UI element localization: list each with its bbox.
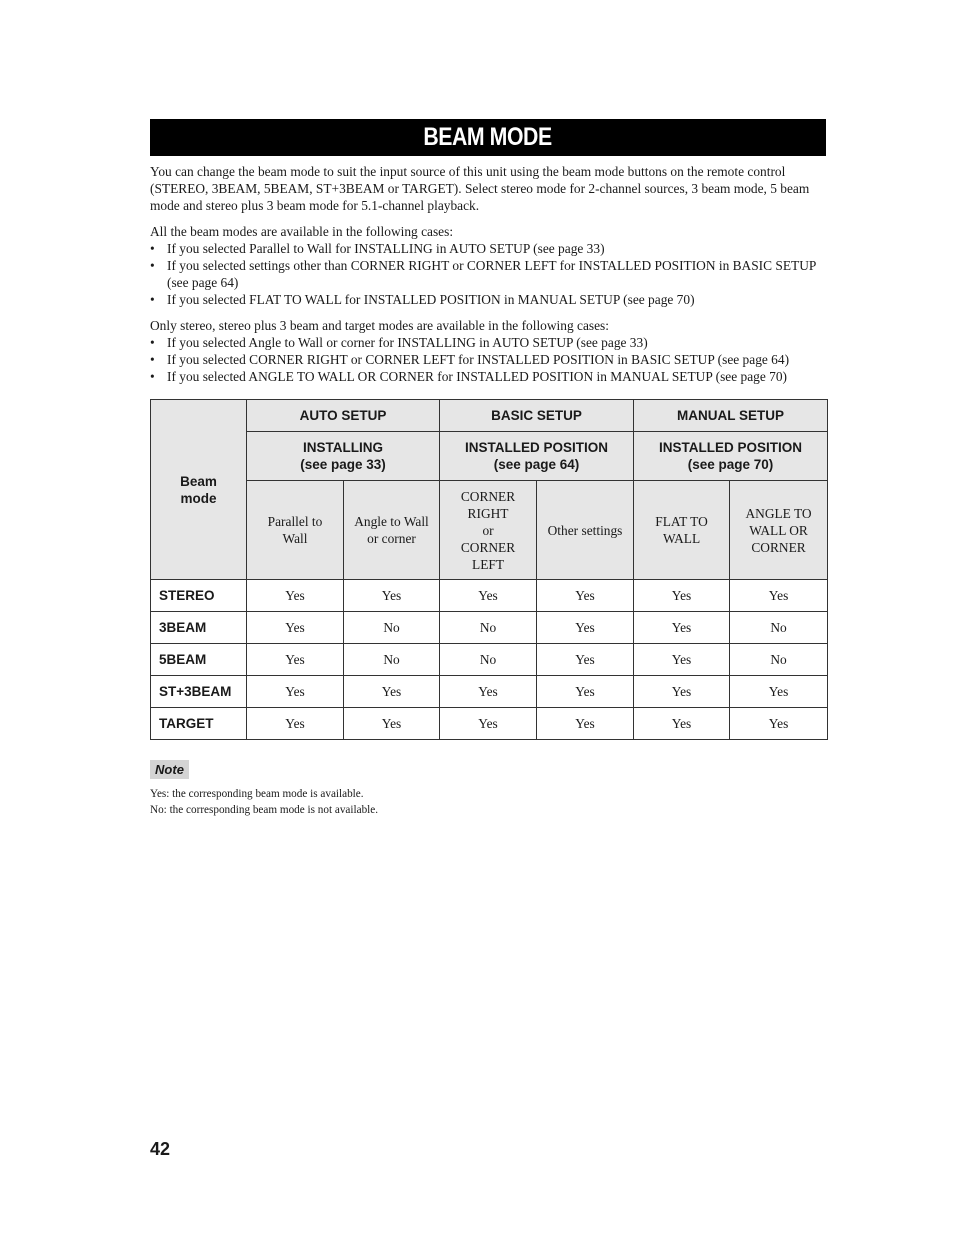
subgroup-line: (see page 64) — [493, 457, 580, 472]
table-cell: Yes — [634, 676, 730, 708]
table-cell: Yes — [537, 612, 634, 644]
table-cell: Yes — [247, 676, 344, 708]
page-title-text: BEAM MODE — [423, 123, 553, 151]
table-cell: Yes — [730, 580, 828, 612]
subgroup-header — [247, 432, 440, 481]
table-cell: Yes — [247, 580, 344, 612]
corner-label-line: mode — [180, 490, 217, 506]
table-cell: Yes — [634, 580, 730, 612]
beam-mode-table — [150, 399, 828, 740]
table-cell: No — [730, 644, 828, 676]
note-text — [150, 786, 378, 818]
body-text — [150, 163, 826, 394]
option-line: ANGLE TO — [745, 505, 812, 521]
option-line: FLAT TO — [655, 514, 708, 529]
table-row — [151, 580, 828, 612]
group-header-basic-setup: BASIC SETUP — [440, 400, 634, 432]
option-line: WALL OR — [749, 522, 808, 538]
row-header: 3BEAM — [151, 612, 247, 644]
row-header: ST+3BEAM — [151, 676, 247, 708]
table-cell: Yes — [440, 676, 537, 708]
option-line: or — [482, 522, 494, 538]
corner-label-line: Beam — [180, 473, 217, 489]
note-label: Note — [150, 760, 189, 779]
option-line: CORNER — [460, 539, 516, 555]
row-header: TARGET — [151, 708, 247, 740]
table-cell: Yes — [247, 708, 344, 740]
corner-header — [151, 400, 247, 580]
option-line: WALL — [662, 531, 701, 546]
table-row — [151, 612, 828, 644]
option-line: Other settings — [547, 522, 623, 538]
mode-rows — [151, 580, 828, 740]
table-row — [151, 676, 828, 708]
table-cell: Yes — [344, 708, 440, 740]
table-row — [151, 644, 828, 676]
table-cell: Yes — [537, 676, 634, 708]
table-cell: Yes — [634, 644, 730, 676]
note-line: Yes: the corresponding beam mode is available. — [150, 788, 364, 800]
page-title — [150, 119, 826, 156]
intro-paragraph: You can change the beam mode to suit the input source of this unit using the beam mode buttons on the remote control (STEREO, 3BEAM, 5BEAM, ST+3BEAM or TARGET). Select stereo mode for 2-channel sources, 3 beam mode, 5 beam mode and stereo plus 3 beam mode for 5.1-channel playback. — [150, 164, 810, 213]
table-cell: Yes — [537, 708, 634, 740]
option-header — [730, 481, 828, 580]
page-number: 42 — [150, 1139, 171, 1159]
option-line: Parallel to — [267, 514, 323, 529]
table-cell: No — [440, 612, 537, 644]
subgroup-line: INSTALLED POSITION — [659, 440, 803, 455]
table-cell: Yes — [344, 676, 440, 708]
table-cell: Yes — [247, 644, 344, 676]
list-item: • If you selected FLAT TO WALL for INSTALLED POSITION in MANUAL SETUP (see page 70) — [150, 291, 826, 308]
table-cell: No — [440, 644, 537, 676]
table-cell: Yes — [344, 580, 440, 612]
row-header: 5BEAM — [151, 644, 247, 676]
table-cell: No — [344, 612, 440, 644]
row-header: STEREO — [151, 580, 247, 612]
subgroup-line: INSTALLING — [303, 440, 383, 455]
table-cell: Yes — [247, 612, 344, 644]
option-line: CORNER — [460, 488, 516, 504]
section1-list — [150, 240, 826, 308]
subgroup-line: (see page 70) — [687, 457, 774, 472]
section2-list — [150, 334, 826, 385]
table-cell: Yes — [537, 580, 634, 612]
table-cell: No — [344, 644, 440, 676]
option-line: CORNER — [751, 539, 806, 555]
list-item: • If you selected settings other than CORNER RIGHT or CORNER LEFT for INSTALLED POSITION in BASIC SETUP (see page 64) — [150, 257, 826, 291]
option-header — [440, 481, 537, 580]
table-cell: Yes — [634, 612, 730, 644]
option-line: Angle to Wall — [354, 514, 429, 529]
subgroup-header — [440, 432, 634, 481]
subgroup-line: INSTALLED POSITION — [465, 440, 609, 455]
list-item: • If you selected ANGLE TO WALL OR CORNER for INSTALLED POSITION in MANUAL SETUP (see page 70) — [150, 368, 826, 385]
table-row — [151, 708, 828, 740]
table-cell: Yes — [634, 708, 730, 740]
table-cell: Yes — [440, 580, 537, 612]
list-item: • If you selected Angle to Wall or corner for INSTALLING in AUTO SETUP (see page 33) — [150, 334, 826, 351]
table-cell: Yes — [730, 676, 828, 708]
table-cell: Yes — [537, 644, 634, 676]
option-line: RIGHT — [467, 505, 509, 521]
subgroup-line: (see page 33) — [300, 457, 386, 472]
option-header — [247, 481, 344, 580]
option-header — [634, 481, 730, 580]
section1-lead: All the beam modes are available in the following cases: — [150, 224, 454, 239]
table-cell: Yes — [730, 708, 828, 740]
table-cell: Yes — [440, 708, 537, 740]
option-header — [537, 481, 634, 580]
option-line: LEFT — [472, 556, 505, 572]
group-header-manual-setup: MANUAL SETUP — [634, 400, 828, 432]
section2-lead: Only stereo, stereo plus 3 beam and target modes are available in the following cases: — [150, 318, 609, 333]
list-item: • If you selected Parallel to Wall for INSTALLING in AUTO SETUP (see page 33) — [150, 240, 826, 257]
note-line: No: the corresponding beam mode is not available. — [150, 804, 379, 816]
group-header-auto-setup: AUTO SETUP — [247, 400, 440, 432]
option-header — [344, 481, 440, 580]
subgroup-header — [634, 432, 828, 481]
option-line: Wall — [282, 531, 308, 546]
list-item: • If you selected CORNER RIGHT or CORNER LEFT for INSTALLED POSITION in BASIC SETUP (see page 64) — [150, 351, 826, 368]
table-cell: No — [730, 612, 828, 644]
option-line: or corner — [367, 531, 416, 546]
